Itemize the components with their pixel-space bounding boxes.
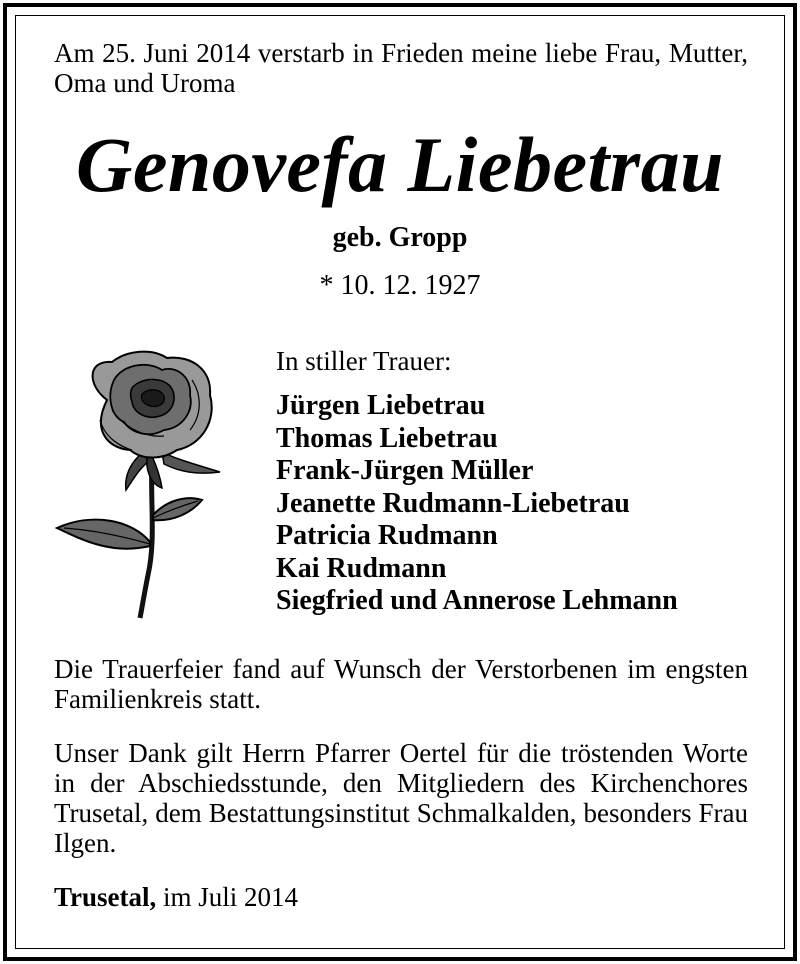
closing-place: Trusetal,: [54, 882, 157, 912]
maiden-name: geb. Gropp: [332, 222, 468, 253]
deceased-name: Genovefa Liebetrau: [75, 121, 724, 208]
mourner-list: [276, 390, 678, 618]
funeral-note: Die Trauerfeier fand auf Wunsch der Verstorbenen im engsten Familienkreis statt.: [54, 654, 748, 714]
mourning-label: In stiller Trauer:: [276, 346, 452, 376]
rose-icon: [52, 350, 227, 620]
mourner-name: Patricia Rudmann: [276, 520, 498, 551]
mourner-name: Kai Rudmann: [276, 552, 447, 584]
mourner-name: Thomas Liebetrau: [276, 422, 498, 454]
intro-text: Am 25. Juni 2014 verstarb in Frieden meine liebe Frau, Mutter, Oma und Uroma: [54, 38, 748, 98]
mourner-name: Siegfried und Annerose Lehmann: [276, 585, 678, 616]
closing-date: im Juli 2014: [163, 882, 299, 912]
mourner-name: Jürgen Liebetrau: [276, 390, 486, 421]
mourner-name: Jeanette Rudmann-Liebetrau: [276, 487, 630, 519]
birth-date: * 10. 12. 1927: [319, 270, 481, 301]
thanks-note: Unser Dank gilt Herrn Pfarrer Oertel für die tröstenden Worte in der Abschiedsstunde, den Mitgliedern des Kirchenchores Trusetal, dem Bestattungsinstitut Schmalkalden, besonders Frau Ilgen.: [54, 738, 748, 858]
closing-line: [54, 882, 298, 912]
mourner-name: Frank-Jürgen Müller: [276, 455, 534, 486]
